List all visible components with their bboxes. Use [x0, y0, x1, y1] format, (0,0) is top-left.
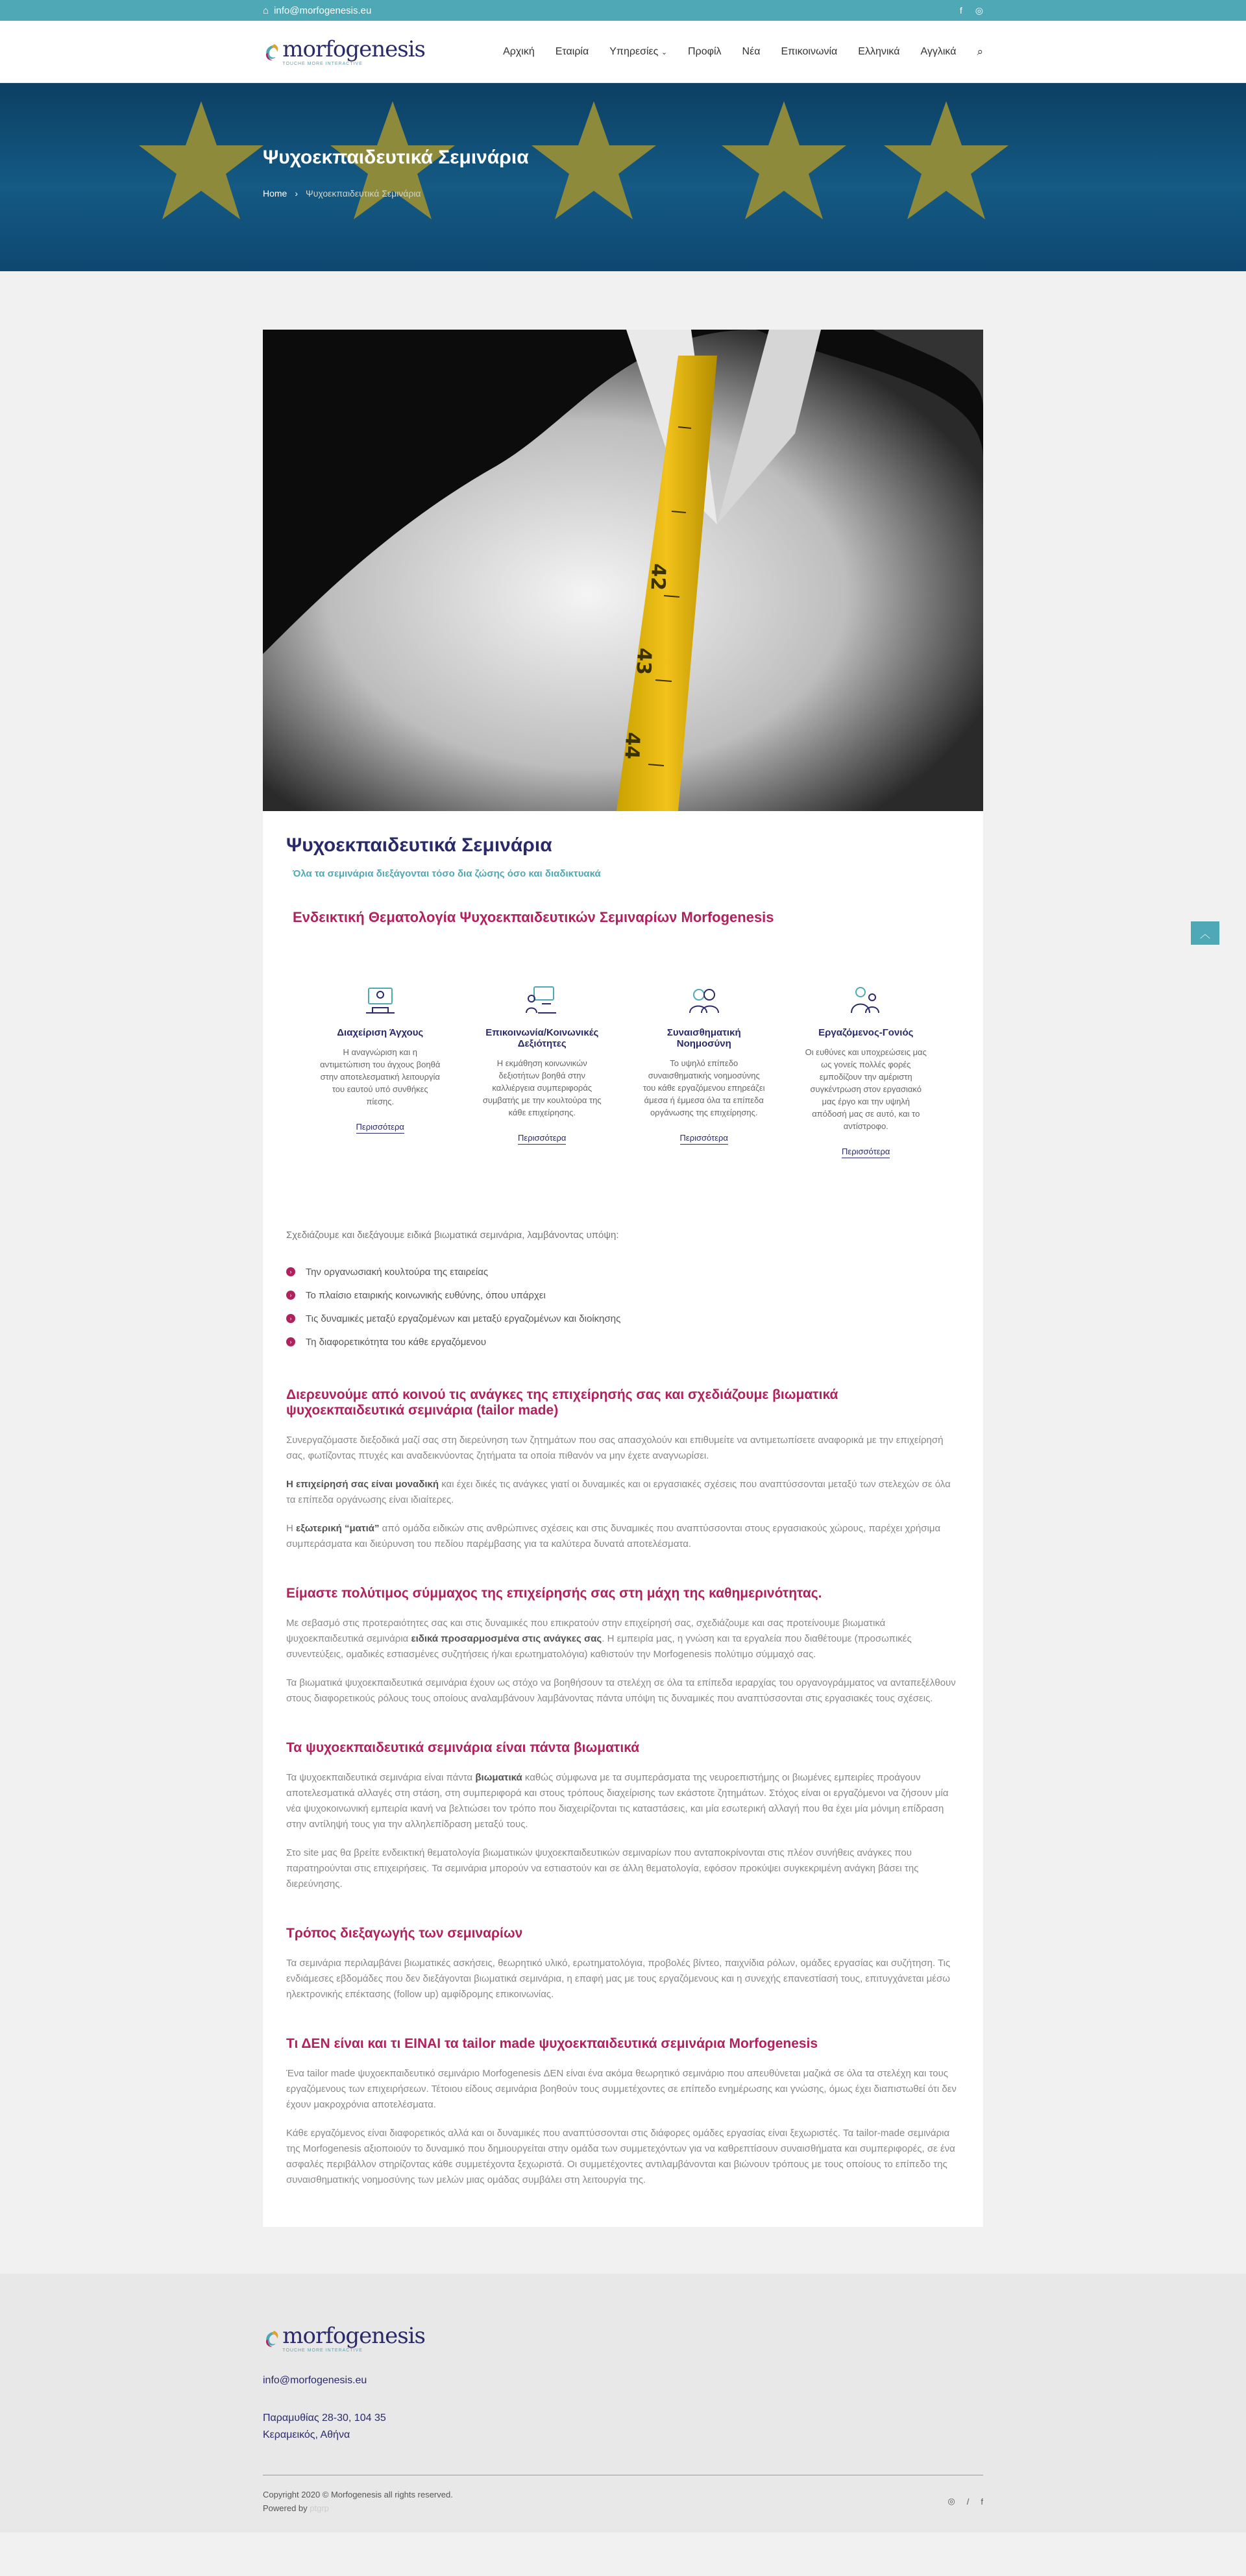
logo-swirl-icon: [263, 38, 280, 66]
hero-title: Ψυχοεκπαιδευτικά Σεμινάρια: [263, 147, 529, 168]
nav-profile[interactable]: Προφίλ: [688, 46, 722, 57]
list-item-text: Την οργανωσιακή κουλτούρα της εταιρείας: [306, 1266, 489, 1278]
list-item-text: Το πλαίσιο εταιρικής κοινωνικής ευθύνης, όπου υπάρχει: [306, 1289, 546, 1301]
nav-contact[interactable]: Επικοινωνία: [781, 46, 838, 57]
more-link[interactable]: Περισσότερα: [356, 1122, 404, 1134]
nav-english[interactable]: Αγγλικά: [920, 46, 957, 57]
search-icon[interactable]: ⌕: [977, 45, 983, 58]
scroll-top-button[interactable]: ︿: [1191, 921, 1219, 945]
intro-text: Σχεδιάζουμε και διεξάγουμε ειδικά βιωματικά σεμινάρια, λαμβάνοντας υπόψη:: [286, 1230, 619, 1241]
facebook-icon[interactable]: f: [981, 2496, 983, 2507]
section-paragraph: Ένα tailor made ψυχοεκπαιδευτικό σεμινάριο Morfogenesis ΔΕΝ είναι ένα ακόμα θεωρητικό σεμινάριο που απευθύνεται μαζικά σε όλα τα στελέχη και τους εργαζόμενους των επιχειρήσεων. Τέτοιου είδους σεμινάρια βοηθούν τους συμμετέχοντες σε επίπεδο ενημέρωσης και γνώσης, όμως έχει διαπιστωθεί ότι δεν έχουν μακροχρόνια αποτελέσματα.: [286, 2068, 957, 2110]
theme-card: [319, 984, 442, 1158]
text: από ομάδα ειδικών στις ανθρώπινες σχέσεις και στις δυναμικές που αναπτύσσονται στους εργασιακούς χώρους, παρέχει χρήσιμα συμπεράσματα και διεύρυνση του πεδίου παρέμβασης για τα καλύτερα δυνατά αποτελέσματα.: [286, 1523, 941, 1549]
communication-icon: [525, 984, 559, 1015]
text: Με σεβασμό στις προτεραιότητες σας και στις δυναμικές που επικρατούν στην επιχείρησή σας, σχεδιάζουμε και σας προτείνουμε βιωματικά ψυχοεκπαιδευτικά σεμινάρια: [286, 1618, 886, 1644]
chevron-down-icon: ⌄: [661, 49, 668, 56]
themes-heading: Ενδεικτική Θεματολογία Ψυχοεκπαιδευτικών Σεμιναρίων Morfogenesis: [293, 909, 774, 925]
list-item: [286, 1283, 960, 1307]
logo-swirl-icon: [263, 2324, 280, 2353]
logo-sub: TOUCHE MORE INTERACTIVE: [282, 2348, 363, 2353]
text: Η: [286, 1523, 296, 1534]
text: . Η εμπειρία μας, η γνώση και τα εργαλεία που διαθέτουμε (προσωπικές συνεντεύξεις, ομαδικές εστιασμένες συζητήσεις ή/και ερωτηματολόγια) καθιστούν την Morfogenesis πολύτιμο σύμμαχό σας.: [286, 1633, 912, 1660]
footer-address-line: Κεραμεικός, Αθήνα: [263, 2429, 350, 2440]
section-paragraph: Τα βιωματικά ψυχοεκπαιδευτικά σεμινάρια έχουν ως στόχο να βοηθήσουν τα στελέχη σε όλα τα επίπεδα ιεραρχίας του οργανογράμματος να ανταπεξέλθουν στους διαφορετικούς ρόλους τους οποίους αναλαμβάνουν λαμβάνοντας πάντα υπόψη τις δυναμικές που αναπτύσσονται στις εργασιακές τους σχέσεις.: [286, 1677, 956, 1704]
nav-news[interactable]: Νέα: [742, 46, 761, 57]
chevron-right-icon: ›: [286, 1291, 295, 1300]
more-link[interactable]: Περισσότερα: [842, 1147, 890, 1158]
footer-email[interactable]: info@morfogenesis.eu: [263, 2375, 367, 2386]
nav-company[interactable]: Εταιρία: [555, 46, 589, 57]
svg-text:44: 44: [620, 731, 644, 760]
svg-text:43: 43: [631, 647, 655, 675]
theme-text: Η αναγνώριση και η αντιμετώπιση του άγχους βοηθά στην αποτελεσματική λειτουργία του εαυτού υπό συνθήκες πίεσης.: [320, 1047, 441, 1106]
more-link[interactable]: Περισσότερα: [680, 1133, 728, 1145]
footer-address-line: Παραμυθίας 28-30, 104 35: [263, 2412, 386, 2424]
powered-by-link[interactable]: ptgrp: [310, 2503, 329, 2513]
page-title: Ψυχοεκπαιδευτικά Σεμινάρια: [286, 834, 552, 856]
theme-card: [804, 984, 927, 1158]
themes-grid: [286, 984, 960, 1158]
footer-logo[interactable]: [263, 2324, 425, 2353]
text: καθώς σύμφωνα με τα συμπεράσματα της νευροεπιστήμης οι βιωμένες εμπειρίες προάγουν αποτελεσματικά αλλαγές στη στάση, στη συμπεριφορά και στους τρόπους διαχείρισης των εκάστοτε ζητημάτων. Στόχος είναι οι εργαζόμενοι να ζήσουν μία νέα ψυχοκοινωνική εμπειρία ικανή να βελτιώσει τον τρόπο που διαχειρίζονται τις καταστάσεις, και μία εσωτερική αλλαγή που θα έχει μία μόνιμη επίδραση στην αντίληψή τους για την αλληλεπίδραση μεταξύ τους.: [286, 1772, 949, 1830]
emphasis: εξωτερική “ματιά”: [296, 1523, 380, 1534]
theme-text: Το υψηλό επίπεδο συναισθηματικής νοημοσύνης του κάθε εργαζόμενου επηρεάζει άμεσα ή έμμεσα όλα τα επίπεδα οργάνωσης της επιχείρησης.: [642, 1058, 765, 1117]
list-item-text: Τις δυναμικές μεταξύ εργαζομένων και μεταξύ εργαζομένων και διοίκησης: [306, 1313, 621, 1324]
theme-title: Εργαζόμενος-Γονιός: [818, 1027, 914, 1038]
section-heading: Διερευνούμε από κοινού τις ανάγκες της επιχείρησής σας και σχεδιάζουμε βιωματικά ψυχοεκπαιδευτικά σεμινάρια (tailor made): [286, 1387, 838, 1418]
logo-text: morfogenesis: [282, 2322, 425, 2349]
list-item: [286, 1330, 960, 1354]
list-item: [286, 1260, 960, 1283]
powered-by-label: Powered by: [263, 2503, 308, 2513]
chevron-right-icon: ›: [286, 1314, 295, 1323]
section-heading: Τι ΔΕΝ είναι και τι ΕΙΝΑΙ τα tailor made ψυχοεκπαιδευτικά σεμινάρια Morfogenesis: [286, 2036, 818, 2051]
theme-title: Διαχείριση Άγχους: [337, 1027, 424, 1038]
breadcrumb: [263, 188, 983, 199]
nav-home[interactable]: Αρχική: [503, 46, 535, 57]
section-paragraph: [286, 1521, 960, 1552]
section-paragraph: Κάθε εργαζόμενος είναι διαφορετικός αλλά και οι δυναμικές που αναπτύσσονται στις διάφορες ομάδες εργασίας είναι ξεχωριστές. Τα tailor-made σεμινάρια της Morfogenesis αξιοποιούν το δυναμικό που δημιουργείται στην ομάδα των συμμετεχόντων για να καθρεπτίσουν συναισθήματα και συμπεριφορές, σε ένα ασφαλές περιβάλλον στηρίζοντας κάθε συμμετέχοντα ξεχωριστά. Οι συμμετέχοντες αντιλαμβάνονται και βιώνουν τρόπους με τους οποίους το επίπεδο της συναισθηματικής νοημοσύνης των μελών μιας ομάδας συμβάλει στη λειτουργία της.: [286, 2128, 955, 2185]
emphasis: βιωματικά: [475, 1772, 522, 1783]
list-item-text: Τη διαφορετικότητα του κάθε εργαζόμενου: [306, 1336, 487, 1348]
main-nav: [503, 45, 983, 58]
logo-text: morfogenesis: [282, 36, 425, 62]
emotional-intelligence-icon: [687, 984, 721, 1015]
nav-services-label: Υπηρεσίες: [609, 46, 659, 57]
top-email[interactable]: [263, 5, 371, 16]
instagram-icon[interactable]: ◎: [947, 2496, 955, 2506]
logo[interactable]: [263, 38, 425, 66]
powered-by: [263, 2503, 453, 2513]
emphasis: Η επιχείρησή σας είναι μοναδική: [286, 1479, 439, 1490]
section-paragraph: Στο site μας θα βρείτε ενδεικτική θεματολογία βιωματικών ψυχοεκπαιδευτικών σεμιναρίων που ανταποκρίνονται στις πλέον συνήθεις ανάγκες που παρατηρούνται στις επιχειρήσεις. Τα σεμινάρια μπορούν να εστιαστούν και σε άλλη θεματολογία, εφόσον προκύψει συγκεκριμένη ανάγκη βάσει της διερεύνησης.: [286, 1847, 919, 1889]
top-email-text: info@morfogenesis.eu: [274, 5, 372, 16]
nav-services[interactable]: [609, 46, 667, 58]
theme-card: [642, 984, 766, 1158]
content-card: [263, 330, 983, 2227]
emphasis: ειδικά προσαρμοσμένα στις ανάγκες σας: [411, 1633, 602, 1644]
shirt-tape-illustration: [263, 330, 983, 811]
instagram-icon[interactable]: ◎: [975, 5, 983, 16]
logo-sub: TOUCHE MORE INTERACTIVE: [282, 61, 363, 66]
theme-text: Οι ευθύνες και υποχρεώσεις μας ως γονείς πολλές φορές εμποδίζουν την αμέριστη συγκέντρωση στον εργασιακό μας έργο και την υψηλή απόδοσή μας σε αυτό, και το αντίστροφο.: [805, 1047, 927, 1131]
section-paragraph: Τα σεμινάρια περιλαμβάνει βιωματικές ασκήσεις, θεωρητικό υλικό, ερωτηματολόγια, προβολές βίντεο, παιχνίδια ρόλων, ομάδες εργασίας και συζήτηση. Τις ενδιάμεσες εβδομάδες που δεν διεξάγονται βιωματικά σεμινάρια, η επαφή μας με τους εργαζόμενους και η συνεχής επανεστίασή τους, επιτυγχάνεται μέσω ηλεκτρονικής επέκτασης (follow up) αμφίδρομης επικοινωνίας.: [286, 1958, 951, 2000]
section-heading: Τα ψυχοεκπαιδευτικά σεμινάρια είναι πάντα βιωματικά: [286, 1740, 640, 1755]
svg-text:42: 42: [646, 563, 670, 591]
chevron-right-icon: ›: [295, 188, 299, 199]
section-paragraph: [286, 1616, 960, 1662]
copyright: Copyright 2020 © Morfogenesis all rights reserved.: [263, 2490, 453, 2499]
home-icon: ⌂: [263, 5, 269, 16]
divider: /: [966, 2496, 970, 2507]
working-parent-icon: [849, 984, 883, 1015]
list-item: [286, 1307, 960, 1330]
chevron-right-icon: ›: [286, 1267, 295, 1276]
theme-title: Συναισθηματική Νοημοσύνη: [666, 1027, 741, 1049]
section-paragraph: [286, 1477, 960, 1508]
feature-image: [263, 330, 983, 811]
section-paragraph: Συνεργαζόμαστε διεξοδικά μαζί σας στη διερεύνηση των ζητημάτων που σας απασχολούν και επιθυμείτε να αντιμετωπίσετε αναφορικά με την επιχείρησή σας, φωτίζοντας πτυχές και αναδεικνύοντας ζητήματα τα οποία πιθανόν να μην έχετε αναγνωρίσει.: [286, 1435, 944, 1461]
considerations-list: [286, 1260, 960, 1354]
page-subtitle: Όλα τα σεμινάρια διεξάγονται τόσο δια ζώσης όσο και διαδικτυακά: [293, 868, 601, 879]
chevron-right-icon: ›: [286, 1337, 295, 1346]
stress-management-icon: [363, 984, 397, 1015]
section-heading: Τρόπος διεξαγωγής των σεμιναρίων: [286, 1926, 523, 1941]
top-bar: [0, 0, 1246, 21]
theme-title: Επικοινωνία/Κοινωνικές Δεξιότητες: [485, 1027, 599, 1049]
section-heading: Είμαστε πολύτιμος σύμμαχος της επιχείρησής σας στη μάχη της καθημερινότητας.: [286, 1586, 822, 1601]
breadcrumb-current: Ψυχοεκπαιδευτικά Σεμινάρια: [306, 188, 421, 199]
nav-greek[interactable]: Ελληνικά: [858, 46, 900, 57]
facebook-icon[interactable]: f: [959, 5, 962, 16]
site-header: [0, 21, 1246, 83]
section-paragraph: [286, 1770, 960, 1832]
page-hero: [0, 83, 1246, 271]
more-link[interactable]: Περισσότερα: [518, 1133, 566, 1145]
star-icon: [136, 96, 266, 226]
text: Τα ψυχοεκπαιδευτικά σεμινάρια είναι πάντα: [286, 1772, 476, 1783]
theme-text: Η εκμάθηση κοινωνικών δεξιοτήτων βοηθά στην καλλιέργεια συμπεριφοράς συμβατής με την κουλτούρα της κάθε επιχείρησης.: [482, 1058, 602, 1117]
text: και έχει δικές τις ανάγκες γιατί οι δυναμικές και οι εργασιακές σχέσεις που αναπτύσσονται μεταξύ των στελεχών σε όλα τα επίπεδα οργάνωσης είναι ιδιαίτερες.: [286, 1479, 951, 1505]
footer-contact: [263, 2372, 983, 2444]
theme-card: [480, 984, 604, 1158]
footer-bottom: [263, 2475, 983, 2513]
breadcrumb-home[interactable]: Home: [263, 188, 287, 199]
site-footer: [0, 2274, 1246, 2533]
